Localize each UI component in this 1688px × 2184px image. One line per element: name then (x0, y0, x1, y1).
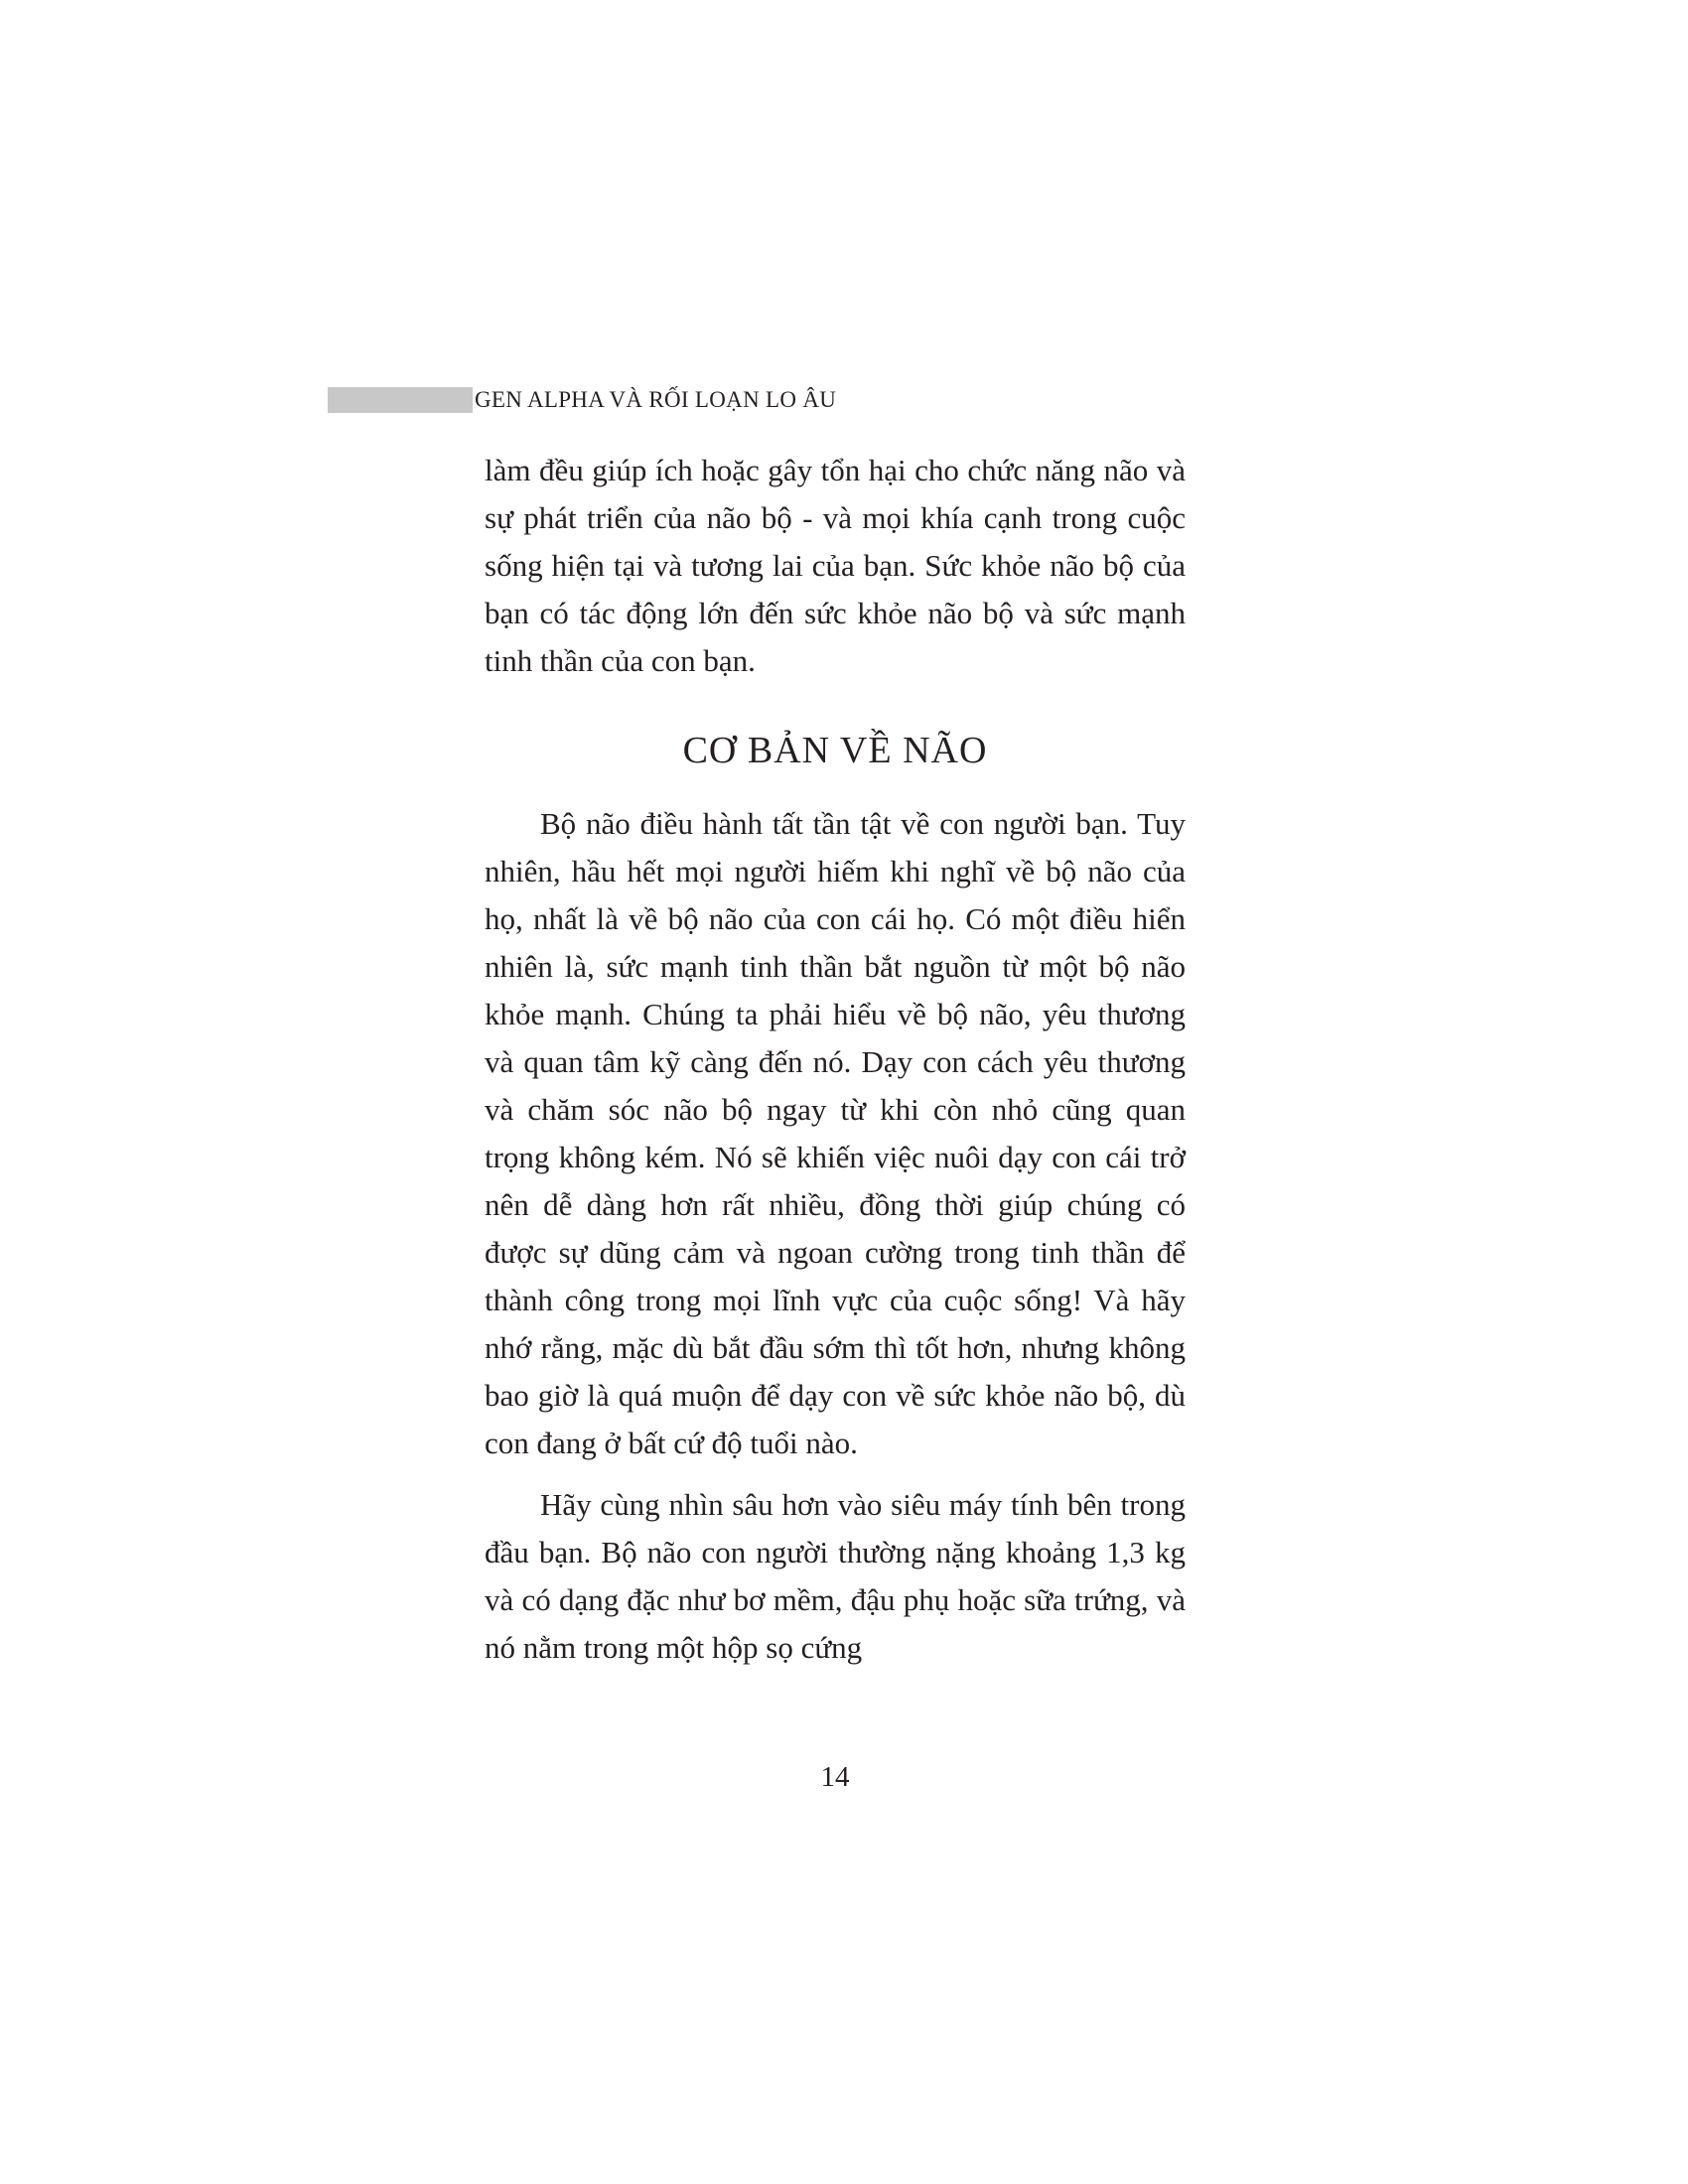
page-number: 14 (820, 1761, 850, 1793)
running-header (328, 385, 1221, 415)
header-gray-bar (328, 387, 473, 413)
body-paragraph-1: Bộ não điều hành tất tần tật về con người bạn. Tuy nhiên, hầu hết mọi người hiếm khi nghĩ về bộ não của họ, nhất là về bộ não của con cái họ. Có một điều hiển nhiên là, sức mạnh tinh thần bắt nguồn từ một bộ não khỏe mạnh. Chúng ta phải hiểu về bộ não, yêu thương và quan tâm kỹ càng đến nó. Dạy con cách yêu thương và chăm sóc não bộ ngay từ khi còn nhỏ cũng quan trọng không kém. Nó sẽ khiến việc nuôi dạy con cái trở nên dễ dàng hơn rất nhiều, đồng thời giúp chúng có được sự dũng cảm và ngoan cường trong tinh thần để thành công trong mọi lĩnh vực của cuộc sống! Và hãy nhớ rằng, mặc dù bắt đầu sớm thì tốt hơn, nhưng không bao giờ là quá muộn để dạy con về sức khỏe não bộ, dù con đang ở bất cứ độ tuổi nào. (485, 806, 1186, 1460)
intro-paragraph: làm đều giúp ích hoặc gây tổn hại cho chức năng não và sự phát triển của não bộ - và mọi khía cạnh trong cuộc sống hiện tại và tương lai của bạn. Sức khỏe não bộ của bạn có tác động lớn đến sức khỏe não bộ và sức mạnh tinh thần của con bạn. (485, 453, 1186, 678)
running-header-title: GEN ALPHA VÀ RỐI LOẠN LO ÂU (475, 387, 837, 412)
section-heading: CƠ BẢN VỀ NÃO (682, 730, 988, 771)
page-body (485, 447, 1186, 1672)
body-paragraph-2: Hãy cùng nhìn sâu hơn vào siêu máy tính bên trong đầu bạn. Bộ não con người thường nặng khoảng 1,3 kg và có dạng đặc như bơ mềm, đậu phụ hoặc sữa trứng, và nó nằm trong một hộp sọ cứng (485, 1487, 1186, 1665)
